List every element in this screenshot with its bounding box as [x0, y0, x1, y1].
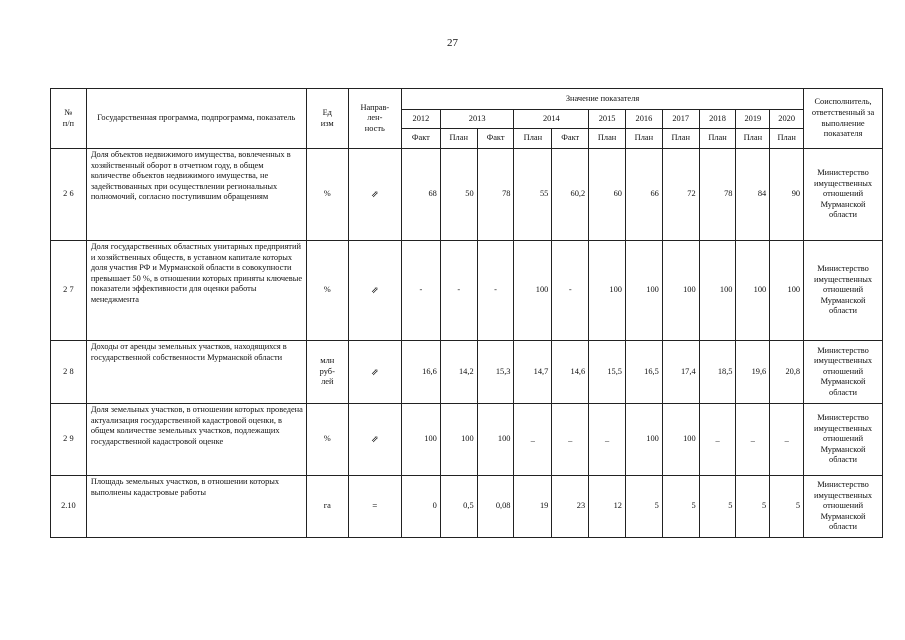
value-cell: 19: [514, 476, 552, 538]
value-cell: 100: [514, 241, 552, 341]
direction-icon: ⇗: [348, 341, 401, 404]
indicators-table: [50, 88, 883, 538]
value-cell: 84: [736, 149, 770, 241]
year-header: 2014: [514, 110, 589, 129]
row-number: 2.10: [51, 476, 87, 538]
row-number: 2 6: [51, 149, 87, 241]
unit-cell: млн руб- лей: [306, 341, 348, 404]
value-cell: 90: [770, 149, 804, 241]
header-unit: Ед изм: [306, 89, 348, 149]
value-cell: 100: [770, 241, 804, 341]
value-cell: 72: [662, 149, 699, 241]
coexecutor-cell: Министерство имущественных отношений Мурманской области: [804, 241, 883, 341]
value-cell: 0,5: [440, 476, 477, 538]
kind-header: План: [736, 129, 770, 149]
unit-cell: %: [306, 241, 348, 341]
year-header: 2019: [736, 110, 770, 129]
value-cell: -: [440, 241, 477, 341]
value-cell: _: [552, 404, 589, 476]
value-cell: 66: [625, 149, 662, 241]
header-num: № п/п: [51, 89, 87, 149]
value-cell: 100: [401, 404, 440, 476]
unit-cell: %: [306, 404, 348, 476]
coexecutor-cell: Министерство имущественных отношений Мурманской области: [804, 149, 883, 241]
value-cell: 100: [440, 404, 477, 476]
value-cell: 20,8: [770, 341, 804, 404]
value-cell: _: [699, 404, 736, 476]
value-cell: 100: [662, 241, 699, 341]
year-header: 2018: [699, 110, 736, 129]
year-header: 2017: [662, 110, 699, 129]
direction-icon: ⇗: [348, 149, 401, 241]
value-cell: 5: [625, 476, 662, 538]
value-cell: _: [514, 404, 552, 476]
indicator-name: Доля объектов недвижимого имущества, вовлеченных в хозяйственный оборот в отчетном году, в общем количестве объектов недвижимого имущества, не задействованных при осуществлении региональных полномочий, согласно поступившим обращениям: [86, 149, 306, 241]
row-number: 2 7: [51, 241, 87, 341]
header-value: Значение показателя: [401, 89, 803, 110]
coexecutor-cell: Министерство имущественных отношений Мурманской области: [804, 404, 883, 476]
table-row: [51, 404, 883, 476]
year-header: 2013: [440, 110, 514, 129]
kind-header: План: [514, 129, 552, 149]
direction-icon: ⇗: [348, 404, 401, 476]
page-number: 27: [447, 37, 458, 49]
kind-header: План: [589, 129, 626, 149]
year-header: 2015: [589, 110, 626, 129]
indicator-name: Доля государственных областных унитарных предприятий и хозяйственных обществ, в уставном капитале которых доля участия РФ и Мурманской области в совокупности превышает 50 %, в отношении которых приняты ключевые показатели эффективности для оценки работы менеджмента: [86, 241, 306, 341]
value-cell: 0: [401, 476, 440, 538]
header-direction: Направ- лен- ность: [348, 89, 401, 149]
unit-cell: га: [306, 476, 348, 538]
value-cell: 17,4: [662, 341, 699, 404]
value-cell: 100: [477, 404, 514, 476]
table-row: [51, 241, 883, 341]
direction-icon: =: [348, 476, 401, 538]
kind-header: План: [625, 129, 662, 149]
header-coexecutor: Соисполнитель, ответственный за выполнение показателя: [804, 89, 883, 149]
value-cell: -: [552, 241, 589, 341]
table-row: [51, 149, 883, 241]
kind-header: План: [662, 129, 699, 149]
value-cell: 18,5: [699, 341, 736, 404]
header-program: Государственная программа, подпрограмма, показатель: [86, 89, 306, 149]
indicator-name: Доходы от аренды земельных участков, находящихся в государственной собственности Мурманской области: [86, 341, 306, 404]
value-cell: 16,5: [625, 341, 662, 404]
row-number: 2 9: [51, 404, 87, 476]
kind-header: План: [440, 129, 477, 149]
value-cell: 19,6: [736, 341, 770, 404]
value-cell: 60,2: [552, 149, 589, 241]
unit-cell: %: [306, 149, 348, 241]
value-cell: 100: [625, 404, 662, 476]
value-cell: 100: [625, 241, 662, 341]
kind-header: Факт: [477, 129, 514, 149]
value-cell: -: [401, 241, 440, 341]
year-header: 2016: [625, 110, 662, 129]
kind-header: План: [770, 129, 804, 149]
indicator-name: Доля земельных участков, в отношении которых проведена актуализация государственной кадастровой оценки, в общем количестве земельных участков, подлежащих государственной кадастровой оценке: [86, 404, 306, 476]
table-row: [51, 341, 883, 404]
value-cell: 55: [514, 149, 552, 241]
value-cell: 5: [736, 476, 770, 538]
row-number: 2 8: [51, 341, 87, 404]
value-cell: 14,6: [552, 341, 589, 404]
table-row: [51, 476, 883, 538]
value-cell: 15,3: [477, 341, 514, 404]
value-cell: 12: [589, 476, 626, 538]
value-cell: 68: [401, 149, 440, 241]
year-header: 2020: [770, 110, 804, 129]
value-cell: 5: [662, 476, 699, 538]
value-cell: _: [770, 404, 804, 476]
direction-icon: ⇗: [348, 241, 401, 341]
kind-header: План: [699, 129, 736, 149]
value-cell: 14,2: [440, 341, 477, 404]
indicator-name: Площадь земельных участков, в отношении которых выполнены кадастровые работы: [86, 476, 306, 538]
year-header: 2012: [401, 110, 440, 129]
value-cell: _: [736, 404, 770, 476]
value-cell: 100: [662, 404, 699, 476]
value-cell: 78: [699, 149, 736, 241]
value-cell: 5: [770, 476, 804, 538]
value-cell: 14,7: [514, 341, 552, 404]
value-cell: _: [589, 404, 626, 476]
coexecutor-cell: Министерство имущественных отношений Мурманской области: [804, 341, 883, 404]
value-cell: 100: [736, 241, 770, 341]
value-cell: 0,08: [477, 476, 514, 538]
value-cell: 16,6: [401, 341, 440, 404]
value-cell: 100: [589, 241, 626, 341]
value-cell: 60: [589, 149, 626, 241]
kind-header: Факт: [552, 129, 589, 149]
value-cell: 5: [699, 476, 736, 538]
coexecutor-cell: Министерство имущественных отношений Мурманской области: [804, 476, 883, 538]
value-cell: 15,5: [589, 341, 626, 404]
value-cell: 100: [699, 241, 736, 341]
value-cell: 23: [552, 476, 589, 538]
value-cell: 50: [440, 149, 477, 241]
value-cell: 78: [477, 149, 514, 241]
kind-header: Факт: [401, 129, 440, 149]
value-cell: -: [477, 241, 514, 341]
